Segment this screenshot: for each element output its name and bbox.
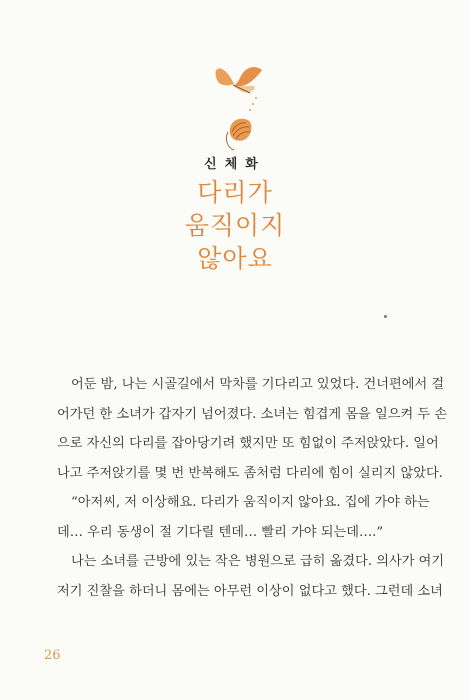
butterfly-seed-illustration [204, 60, 276, 156]
chapter-title [0, 176, 470, 275]
body-line: 으로 자신의 다리를 잡아당기려 했지만 또 힘없이 주저앉았다. 일어 [57, 436, 439, 451]
body-text [57, 370, 448, 606]
page-number: 26 [44, 648, 61, 663]
body-line: 나는 소녀를 근방에 있는 작은 병원으로 급히 옮겼다. 의사가 여기 [71, 554, 445, 569]
title-line: 다리가 [197, 178, 273, 207]
body-line: 나고 주저앉기를 몇 번 반복해도 좀처럼 다리에 힘이 실리지 않았다. [57, 465, 443, 481]
body-line: 어가던 한 소녀가 갑자기 넘어졌다. 소녀는 힘겹게 몸을 일으켜 두 손 [57, 406, 448, 422]
body-line: 데… 우리 동생이 절 기다릴 텐데… 빨리 가야 되는데….” [57, 524, 384, 540]
category-label: 신체화 [204, 157, 266, 172]
body-line: “아저씨, 저 이상해요. 다리가 움직이지 않아요. 집에 가야 하는 [71, 495, 430, 510]
body-line: 어둔 밤, 나는 시골길에서 막차를 기다리고 있었다. 건너편에서 걸 [71, 377, 445, 392]
title-line: 움직이지 [184, 211, 286, 240]
title-line: 않아요 [197, 244, 273, 273]
dot-mark [384, 315, 387, 318]
body-line: 저기 진찰을 하더니 몸에는 아무런 이상이 없다고 했다. 그런데 소녀 [57, 583, 443, 599]
